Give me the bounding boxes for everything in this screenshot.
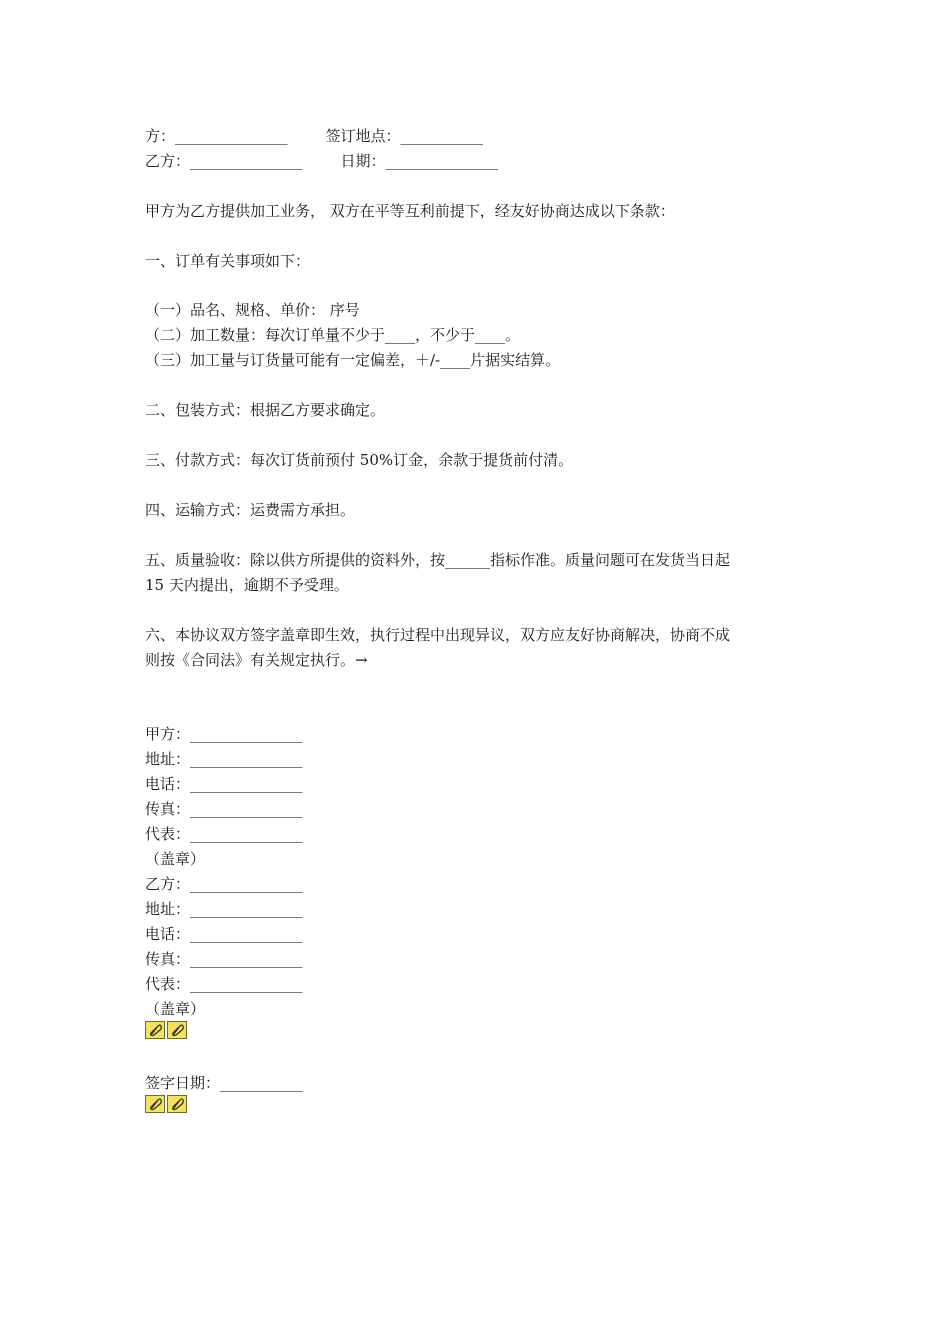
sig-a-row: 代表：_______________	[145, 825, 303, 843]
sig-b-row: 传真：_______________	[145, 950, 303, 968]
party-b-label: 乙方：	[145, 152, 191, 170]
header-row-1	[145, 124, 483, 149]
sig-a-row: 甲方：_______________	[145, 725, 303, 743]
sig-b-row: 代表：_______________	[145, 975, 303, 993]
party-a-blank: _______________	[175, 127, 288, 145]
date-label: 日期：	[340, 152, 386, 170]
section6-line: 六、本协议双方签字盖章即生效，执行过程中出现异议，双方应友好协商解决，协商不成	[145, 626, 731, 644]
section1-item: （二）加工数量：每次订单量不少于____，不少于____。	[145, 326, 521, 344]
sign-date: 签字日期：___________	[145, 1074, 303, 1092]
sig-b-row: 电话：_______________	[145, 925, 303, 943]
paperclip-icon[interactable]	[167, 1021, 187, 1039]
paperclip-icon[interactable]	[167, 1095, 187, 1113]
section1-item: （三）加工量与订货量可能有一定偏差，＋/-____片据实结算。	[145, 351, 561, 369]
sig-b-seal: （盖章）	[145, 1000, 206, 1018]
paperclip-icon[interactable]	[145, 1095, 165, 1113]
section2: 二、包装方式：根据乙方要求确定。	[145, 401, 386, 419]
section1-title: 一、订单有关事项如下：	[145, 252, 311, 270]
attachment-icons-2	[145, 1095, 187, 1115]
sig-a-row: 传真：_______________	[145, 800, 303, 818]
sig-a-seal: （盖章）	[145, 850, 206, 868]
paperclip-icon[interactable]	[145, 1021, 165, 1039]
section5-line: 15 天内提出，逾期不予受理。	[145, 576, 349, 594]
section4: 四、运输方式：运费需方承担。	[145, 501, 356, 519]
place-blank: ___________	[400, 127, 484, 145]
attachment-icons-1	[145, 1021, 187, 1041]
sig-b-row: 乙方：_______________	[145, 875, 303, 893]
header-row-2	[145, 149, 498, 174]
party-a-label: 方：	[145, 127, 176, 145]
sig-a-row: 电话：_______________	[145, 775, 303, 793]
section1-item: （一）品名、规格、单价： 序号	[145, 301, 360, 319]
date-blank: _______________	[385, 152, 499, 170]
party-b-blank: _______________	[190, 152, 303, 170]
section6-line: 则按《合同法》有关规定执行。→	[145, 651, 368, 669]
sig-a-row: 地址：_______________	[145, 750, 303, 768]
section3: 三、付款方式：每次订货前预付 50%订金，余款于提货前付清。	[145, 451, 574, 469]
section5-line: 五、质量验收：除以供方所提供的资料外，按______指标作准。质量问题可在发货当日起	[145, 551, 731, 569]
sig-b-row: 地址：_______________	[145, 900, 303, 918]
place-label: 签订地点：	[325, 127, 401, 145]
intro-paragraph: 甲方为乙方提供加工业务， 双方在平等互利前提下，经友好协商达成以下条款：	[145, 202, 675, 220]
